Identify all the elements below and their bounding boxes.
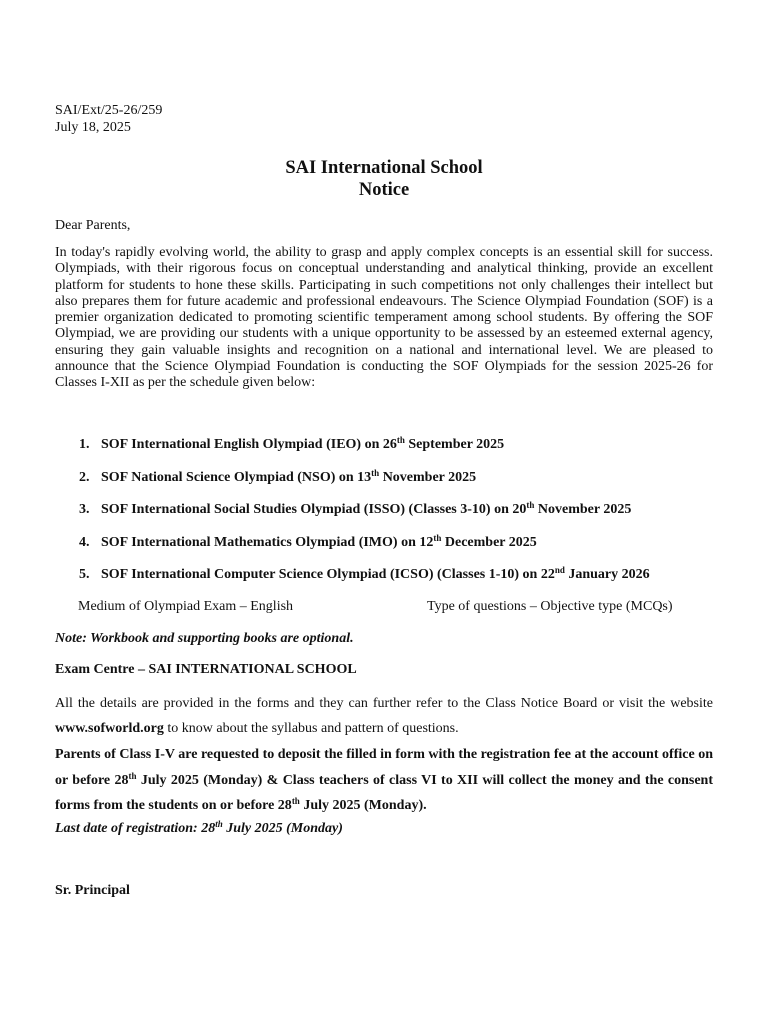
reference-number: SAI/Ext/25-26/259: [55, 103, 163, 118]
salutation: Dear Parents,: [55, 218, 131, 233]
school-name: SAI International School: [285, 158, 483, 178]
exam-medium: Medium of Olympiad Exam – English: [78, 599, 294, 614]
olympiad-text: SOF International Social Studies Olympiad (ISSO) (Classes 3-10) on 20th November 2025: [101, 500, 632, 518]
details-paragraph: All the details are provided in the forms and they can further refer to the Class Notice Board or visit the website www.sofworld.org to know about the syllabus and pattern of questions.: [55, 696, 713, 736]
list-number: 2.: [79, 469, 90, 485]
list-number: 1.: [79, 437, 90, 452]
olympiad-text: SOF National Science Olympiad (NSO) on 13th November 2025: [101, 467, 477, 485]
olympiad-item-nso: [55, 469, 735, 502]
list-number: 5.: [79, 567, 90, 583]
document-type: Notice: [358, 180, 410, 200]
website-link[interactable]: www.sofworld.org: [55, 721, 164, 736]
olympiad-item-icso: [55, 566, 735, 599]
question-type: Type of questions – Objective type (MCQs): [427, 599, 673, 614]
list-number: 4.: [79, 534, 90, 550]
list-number: 3.: [79, 502, 90, 518]
signature: Sr. Principal: [55, 883, 130, 898]
notice-date: July 18, 2025: [55, 120, 131, 135]
olympiad-schedule-list: [55, 436, 735, 599]
document-header: [55, 102, 162, 136]
registration-deadline: Last date of registration: 28th July 2025 (Monday): [55, 819, 343, 836]
olympiad-text: SOF International English Olympiad (IEO) on 26th September 2025: [101, 435, 505, 452]
deposit-instructions: Parents of Class I-V are requested to deposit the filled in form with the registration fee at the account office on or before 28th July 2025 (Monday) & Class teachers of class VI to XII will collect the money and the consent forms from the students on or before 28th July 2025 (Monday).: [55, 747, 713, 813]
olympiad-text: SOF International Mathematics Olympiad (IMO) on 12th December 2025: [101, 532, 537, 550]
olympiad-item-ieo: [55, 436, 735, 469]
exam-info: [78, 598, 718, 615]
title-block: [0, 157, 768, 201]
olympiad-item-isso: [55, 501, 735, 534]
olympiad-item-imo: [55, 534, 735, 567]
exam-centre: Exam Centre – SAI INTERNATIONAL SCHOOL: [55, 662, 357, 677]
optional-books-note: Note: Workbook and supporting books are optional.: [55, 631, 354, 646]
intro-paragraph: In today's rapidly evolving world, the ability to grasp and apply complex concepts is an essential skill for success. Olympiads, with their rigorous focus on conceptual understanding and analytical thinking, provide an excellent platform for students to hone these skills. Participating in such competitions not only challenges their intellect but also prepares them for future academic and professional endeavours. The Science Olympiad Foundation (SOF) is a premier organization dedicated to promoting scientific temperament among school students. By offering the SOF Olympiad, we are providing our students with a unique opportunity to be assessed by an esteemed external agency, ensuring they gain valuable insights and recognition on a national and international level. We are pleased to announce that the Science Olympiad Foundation is conducting the SOF Olympiads for the session 2025-26 for Classes I-XII as per the schedule given below:: [55, 245, 713, 391]
olympiad-text: SOF International Computer Science Olympiad (ICSO) (Classes 1-10) on 22nd January 2026: [101, 565, 650, 583]
